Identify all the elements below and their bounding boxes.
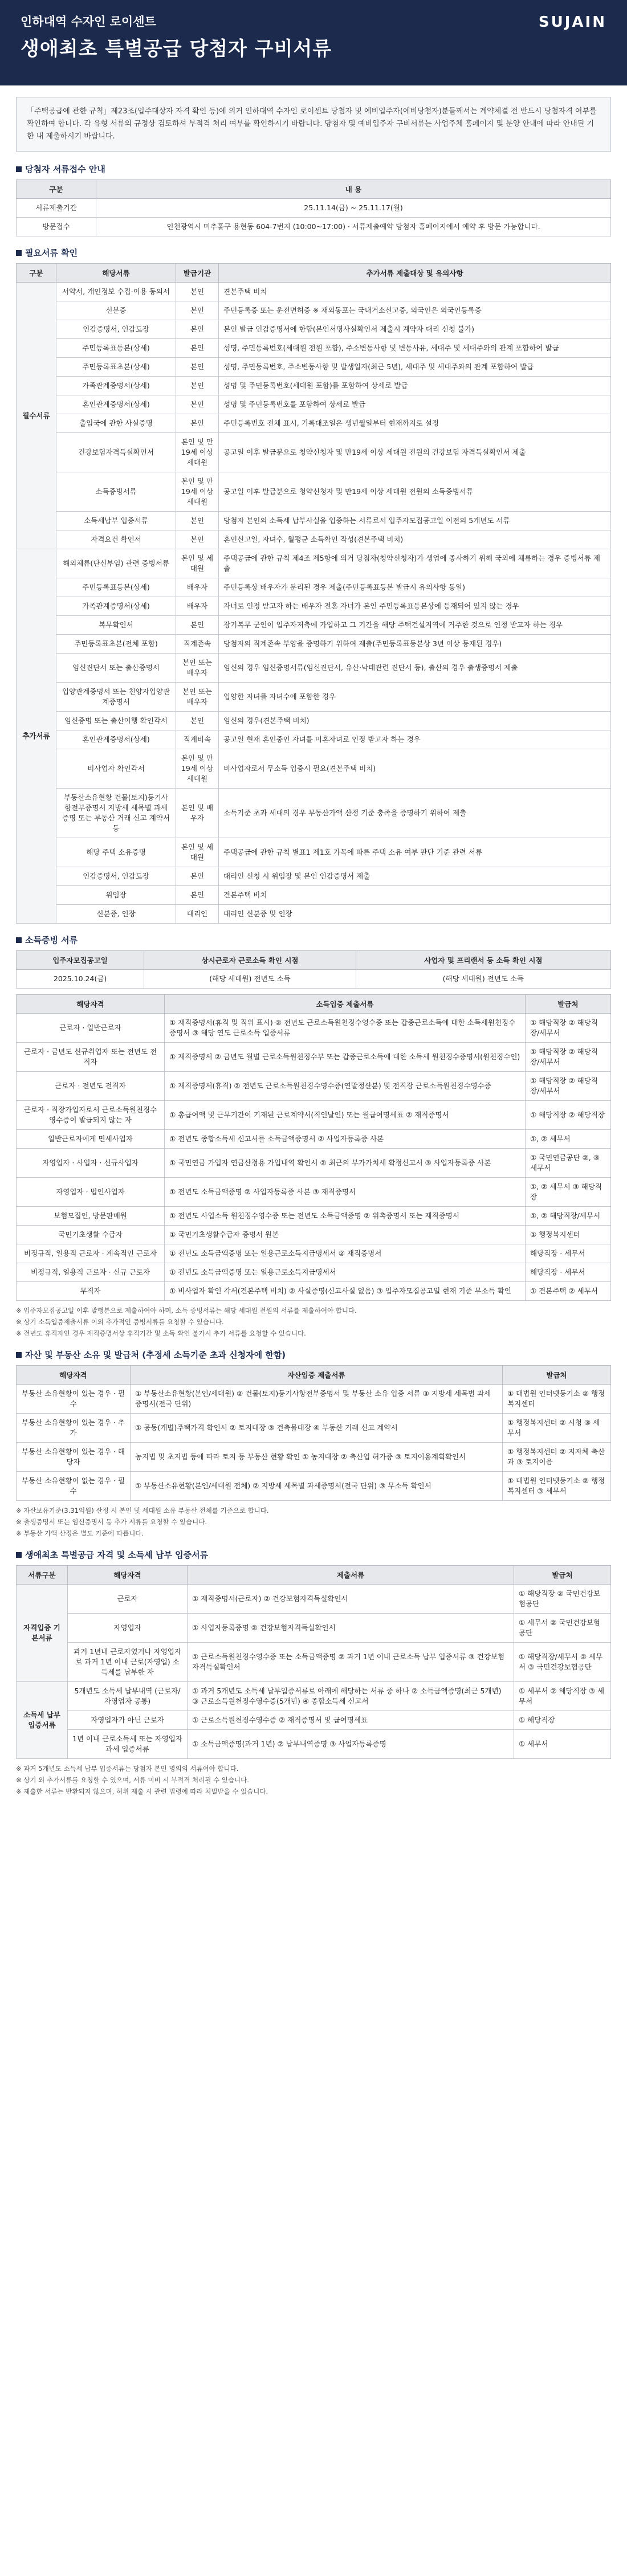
submission-table: 구분 내 용 서류제출기간 25.11.14(금) ~ 25.11.17(월) 방문접수 인천광역시 미추홀구 용현동 604-7번지 (10:00~17:00) · 서류제출예약 당첨자 홈페이지에서 예약 후 방문 가능합니다. <box>16 179 611 236</box>
table-row <box>17 549 611 578</box>
table-cell: 소득기준 초과 세대의 경우 부동산가액 산정 기준 충족을 증명하기 위하여 제출 <box>219 789 611 838</box>
note-line: ※ 부동산 가액 산정은 별도 기준에 따릅니다. <box>16 1529 144 1537</box>
note-line: ※ 제출한 서류는 반환되지 않으며, 허위 제출 시 관련 법령에 따라 처벌받을 수 있습니다. <box>16 1787 268 1795</box>
table-cell: 본인 <box>176 616 219 635</box>
table-cell: ① 사업자등록증명 ② 건강보험자격득실확인서 <box>188 1614 514 1643</box>
section-title-required-docs: 필요서류 확인 <box>16 247 611 259</box>
section-title-submission: 당첨자 서류접수 안내 <box>16 163 611 175</box>
table-cell: ① 재직증명서(휴직 및 직위 표시) ② 전년도 근로소득원천징수영수증 또는 갑종근로소득에 대한 소득세원천징수증명서 ③ 해당 연도 근로소득 입증서류 <box>165 1014 526 1043</box>
table-cell: 가족관계증명서(상세) <box>56 377 176 395</box>
group-label: 자격입증 기본서류 <box>17 1585 68 1682</box>
table-cell: ① 부동산소유현황(본인/세대원 전체) ② 지방세 세목별 과세증명서(전국 단위) ③ 무소득 확인서 <box>131 1472 503 1501</box>
table-cell: ① 소득금액증명(과거 1년) ② 납부내역증명 ③ 사업자등록증명 <box>188 1730 514 1759</box>
table-row <box>17 654 611 683</box>
group-label: 추가서류 <box>17 549 56 924</box>
table-cell: 주택공급에 관한 규칙 제4조 제5항에 의거 당첨자(청약신청자)가 생업에 종사하기 위해 국외에 체류하는 경우 증빙서류 제출 <box>219 549 611 578</box>
table-cell: 본인 <box>176 339 219 358</box>
note-line: ※ 과거 5개년도 소득세 납부 입증서류는 당첨자 본인 명의의 서류여야 합니다. <box>16 1765 239 1773</box>
table-cell: ① 해당직장 ② 해당직장 <box>526 1101 611 1130</box>
table-cell: 자영업자가 아닌 근로자 <box>68 1711 188 1730</box>
table-cell: 신분증, 인장 <box>56 905 176 924</box>
table-row <box>17 283 611 301</box>
table-row <box>17 789 611 838</box>
table-cell: 본인 <box>176 301 219 320</box>
table-cell: ① 전년도 사업소득 원천징수영수증 또는 전년도 소득금액증명 ② 위촉증명서 또는 재직증명서 <box>165 1207 526 1226</box>
table-row <box>17 1149 611 1178</box>
table-cell: 비사업자 확인각서 <box>56 749 176 789</box>
table-cell: 본인 또는 배우자 <box>176 654 219 683</box>
table-cell: ① 해당직장/세무서 ② 세무서 ③ 국민건강보험공단 <box>514 1643 611 1682</box>
table-cell: 직계비속 <box>176 730 219 749</box>
table-row <box>17 472 611 512</box>
table-cell: 부동산소유현황 건물(토지)등기사항전부증명서 지방세 세목별 과세증명 또는 부동산 거래 신고 계약서 등 <box>56 789 176 838</box>
header-subtitle: 인하대역 수자인 로이센트 <box>21 15 156 28</box>
table-row <box>17 512 611 530</box>
table-cell: 서약서, 개인정보 수집·이용 동의서 <box>56 283 176 301</box>
table-cell: 대리인 신청 시 위임장 및 본인 인감증명서 제출 <box>219 867 611 886</box>
note-line: ※ 출생증명서 또는 임신증명서 등 추가 서류를 요청할 수 있습니다. <box>16 1518 207 1526</box>
table-cell: ① 세무서 ② 국민건강보험공단 <box>514 1614 611 1643</box>
table-cell: 인감증명서, 인감도장 <box>56 320 176 339</box>
table-cell: 부동산 소유현황이 있는 경우 · 해당자 <box>17 1443 131 1472</box>
table-cell: 당첨자의 직계존속 부양을 증명하기 위하여 제출(주민등록표등본상 3년 이상 등재된 경우) <box>219 635 611 654</box>
table-row <box>17 1614 611 1643</box>
table-cell: 해당직장 · 세무서 <box>526 1263 611 1282</box>
table-cell: 주민등록상 배우자가 분리된 경우 제출(주민등록표등본 발급시 유의사항 동일) <box>219 578 611 597</box>
table-row <box>17 1730 611 1759</box>
table-row <box>17 358 611 377</box>
table-cell: ①, ② 세무서 <box>526 1130 611 1149</box>
section-title-income-docs: 소득증빙 서류 <box>16 934 611 946</box>
table-cell: 본인 <box>176 358 219 377</box>
asset-docs-table: 해당자격 자산입증 제출서류 발급처 부동산 소유현황이 있는 경우 · 필수 ① 부동산소유현황(본인/세대원) ② 건물(토지)등기사항전부증명서 및 부동산 소유 입증 서류 ③ 지방세 세목별 과세증명서(전국 단위) ① 대법원 인터넷등기소 ② 행정복지센터 부동산 소유현황이 있는 경우 · 추가 ① 공동(개별)주택가격 확인서 ② 토지대장 ③ 건축물대장 ④ 부동산 거래 신고 계약서 ① 행정복지센터 ② 시청 ③ 세무서 부동산 소유현황이 있는 경우 · 해당자 농지법 및 초지법 등에 따라 토지 등 부동산 현황 확인 ① 농지대장 ② 축산업 허가증 ③ 토지이용계획확인서 ① 행정복지센터 ② 지자체 축산과 ③ 토지이음 부동산 소유현황이 없는 경우 · 필수 ① 부동산소유현황(본인/세대원 전체) ② 지방세 세목별 과세증명서(전국 단위) ③ 무소득 확인서 ① 대법원 인터넷등기소 ② 행정복지센터 ③ 세무서 <box>16 1365 611 1501</box>
table-cell: 견본주택 비치 <box>219 283 611 301</box>
note-line: ※ 전년도 휴직자인 경우 재직증명서상 휴직기간 및 소득 확인 불가시 추가 서류를 요청할 수 있습니다. <box>16 1329 306 1337</box>
table-cell: ① 행정복지센터 ② 지자체 축산과 ③ 토지이음 <box>503 1443 611 1472</box>
table-row <box>17 1385 611 1414</box>
table-row <box>17 414 611 433</box>
section-title-first-time-docs: 생애최초 특별공급 자격 및 소득세 납부 입증서류 <box>16 1549 611 1561</box>
table-cell: 임신의 경우(견본주택 비치) <box>219 712 611 730</box>
table-cell: 과거 1년내 근로자였거나 자영업자로 과거 1년 이내 근로(자영업) 소득세를 납부한 자 <box>68 1643 188 1682</box>
section-title-asset-docs: 자산 및 부동산 소유 및 발급처 (추정세 소득기준 초과 신청자에 한함) <box>16 1349 611 1361</box>
table-row <box>17 1711 611 1730</box>
table-cell: 보험모집인, 방문판매원 <box>17 1207 165 1226</box>
table-row <box>17 530 611 549</box>
table-cell: ① 전년도 종합소득세 신고서를 소득금액증명서 ② 사업자등록증 사본 <box>165 1130 526 1149</box>
table-cell: ① 근로소득원천징수영수증 또는 소득금액증명 ② 과거 1년 이내 근로소득 납부 입증서류 ③ 건강보험자격득실확인서 <box>188 1643 514 1682</box>
table-cell: 농지법 및 초지법 등에 따라 토지 등 부동산 현황 확인 ① 농지대장 ② 축산업 허가증 ③ 토지이용계획확인서 <box>131 1443 503 1472</box>
table-cell: 비정규직, 일용직 근로자 · 계속적인 근로자 <box>17 1244 165 1263</box>
table-row <box>17 1414 611 1443</box>
table-cell: ① 국민연금 가입자 연금산정용 가입내역 확인서 ② 최근의 부가가치세 확정신고서 ③ 사업자등록증 사본 <box>165 1149 526 1178</box>
table-cell: 본인 <box>176 712 219 730</box>
table-row <box>17 433 611 472</box>
income-notes <box>16 1305 611 1338</box>
table-row <box>17 1643 611 1682</box>
table-cell: 본인 <box>176 886 219 905</box>
table-cell: ① 전년도 소득금액증명 또는 일용근로소득지급명세서 <box>165 1263 526 1282</box>
table-row <box>17 616 611 635</box>
note-line: ※ 상기 외 추가서류를 요청할 수 있으며, 서류 미비 시 부적격 처리될 수 있습니다. <box>16 1776 249 1784</box>
table-row <box>17 1178 611 1207</box>
table-cell: 공고일 현재 혼인중인 자녀를 미혼자녀로 인정 받고자 하는 경우 <box>219 730 611 749</box>
table-cell: 1년 이내 근로소득세 또는 자영업자 과세 입증서류 <box>68 1730 188 1759</box>
table-row <box>17 1282 611 1301</box>
table-cell: ① 해당직장 ② 국민건강보험공단 <box>514 1585 611 1614</box>
table-row <box>17 597 611 616</box>
table-cell: 성명 및 주민등록번호(세대원 포함)를 포함하여 상세로 발급 <box>219 377 611 395</box>
table-cell: 무직자 <box>17 1282 165 1301</box>
table-cell: 본인 <box>176 414 219 433</box>
table-cell: 신분증 <box>56 301 176 320</box>
table-cell: 본인 및 배우자 <box>176 789 219 838</box>
table-row <box>17 886 611 905</box>
table-cell: ① 총급여액 및 근무기간이 기재된 근로계약서(직인날인) 또는 월급여명세표 ② 재직증명서 <box>165 1101 526 1130</box>
table-cell: 일반근로자에게 면세사업자 <box>17 1130 165 1149</box>
table-cell: 자영업자 <box>68 1614 188 1643</box>
table-cell: 근로자 <box>68 1585 188 1614</box>
table-row <box>17 1101 611 1130</box>
table-cell: 부동산 소유현황이 없는 경우 · 필수 <box>17 1472 131 1501</box>
table-cell: 근로자 · 금년도 신규취업자 또는 전년도 전직자 <box>17 1043 165 1072</box>
asset-notes <box>16 1505 611 1538</box>
note-line: ※ 상기 소득입증제출서류 이외 추가적인 증빙서류를 요청할 수 있습니다. <box>16 1318 224 1326</box>
table-cell: 본인 발급 인감증명서에 한함(본인서명사실확인서 제출시 계약자 대리 신청 불가) <box>219 320 611 339</box>
table-cell: 공고일 이후 발급분으로 청약신청자 및 만19세 이상 세대원 전원의 건강보험 자격득실확인서 제출 <box>219 433 611 472</box>
table-row <box>17 1207 611 1226</box>
table-cell: 부동산 소유현황이 있는 경우 · 필수 <box>17 1385 131 1414</box>
table-cell: 성명 및 주민등록번호를 포함하여 상세로 발급 <box>219 395 611 414</box>
table-cell: 본인 및 만19세 이상 세대원 <box>176 433 219 472</box>
table-cell: ① 세무서 <box>514 1730 611 1759</box>
table-cell: 성명, 주민등록번호(세대원 전원 포함), 주소변동사항 및 변동사유, 세대주 및 세대주와의 관계 포함하여 발급 <box>219 339 611 358</box>
table-cell: 주민등록표등본(상세) <box>56 339 176 358</box>
first-time-notes <box>16 1763 611 1797</box>
table-cell: 주민등록증 또는 운전면허증 ※ 재외동포는 국내거소신고증, 외국인은 외국인등록증 <box>219 301 611 320</box>
table-cell: 인감증명서, 인감도장 <box>56 867 176 886</box>
table-cell: 가족관계증명서(상세) <box>56 597 176 616</box>
table-row <box>17 1226 611 1244</box>
table-row <box>17 395 611 414</box>
table-cell: 본인 <box>176 530 219 549</box>
table-cell: 당첨자 본인의 소득세 납부사실을 입증하는 서류로서 입주자모집공고일 이전의 5개년도 서류 <box>219 512 611 530</box>
table-cell: 성명, 주민등록번호, 주소변동사항 및 발생일자(최근 5년), 세대주 및 세대주와의 관계 포함하여 발급 <box>219 358 611 377</box>
table-cell: 자영업자 · 법인사업자 <box>17 1178 165 1207</box>
table-cell: 본인 <box>176 512 219 530</box>
table-row <box>17 749 611 789</box>
table-cell: 소득증빙서류 <box>56 472 176 512</box>
table-cell: ① 과거 5개년도 소득세 납부입증서류로 아래에 해당하는 서류 중 하나 ② 소득금액증명(최근 5개년) ③ 근로소득원천징수영수증(5개년) ④ 종합소득세 신고서 <box>188 1682 514 1711</box>
table-cell: ① 행정복지센터 ② 시청 ③ 세무서 <box>503 1414 611 1443</box>
table-cell: 근로자 · 전년도 전직자 <box>17 1072 165 1101</box>
table-cell: 혼인관계증명서(상세) <box>56 395 176 414</box>
table-cell: ① 공동(개별)주택가격 확인서 ② 토지대장 ③ 건축물대장 ④ 부동산 거래 신고 계약서 <box>131 1414 503 1443</box>
table-row <box>17 377 611 395</box>
table-cell: ① 재직증명서 ② 금년도 월별 근로소득원천징수부 또는 갑종근로소득에 대한 소득세 원천징수증명서(원천징수인) <box>165 1043 526 1072</box>
table-cell: 위임장 <box>56 886 176 905</box>
table-row <box>17 1472 611 1501</box>
group-label: 소득세 납부 입증서류 <box>17 1682 68 1759</box>
table-row <box>17 1014 611 1043</box>
table-row <box>17 339 611 358</box>
table-cell: ①, ② 해당직장/세무서 <box>526 1207 611 1226</box>
income-period-table: 입주자모집공고일 상시근로자 근로소득 확인 시점 사업자 및 프리랜서 등 소득 확인 시점 2025.10.24(금) (해당 세대원) 전년도 소득 (해당 세대원) 전년도 소득 <box>16 950 611 989</box>
table-cell: 주민등록표초본(상세) <box>56 358 176 377</box>
table-cell: 본인 <box>176 867 219 886</box>
table-cell: 국민기초생활 수급자 <box>17 1226 165 1244</box>
table-cell: 주민등록표초본(전체 포함) <box>56 635 176 654</box>
table-cell: 혼인신고일, 자녀수, 월평균 소득확인 작성(견본주택 비치) <box>219 530 611 549</box>
table-cell: 입양한 자녀를 자녀수에 포함한 경우 <box>219 683 611 712</box>
table-cell: 임신의 경우 임신증명서류(임신진단서, 유산·낙태관련 진단서 등), 출산의 경우 출생증명서 제출 <box>219 654 611 683</box>
table-cell: ① 견본주택 ② 세무서 <box>526 1282 611 1301</box>
table-row <box>17 301 611 320</box>
table-cell: 본인 및 세대원 <box>176 838 219 867</box>
table-cell: 주택공급에 관한 규칙 별표1 제1호 가목에 따른 주택 소유 여부 판단 기준 관련 서류 <box>219 838 611 867</box>
table-row <box>17 1244 611 1263</box>
page-title: 생애최초 특별공급 당첨자 구비서류 <box>21 38 332 60</box>
table-cell: ①, ② 세무서 ③ 해당직장 <box>526 1178 611 1207</box>
table-row <box>17 1072 611 1101</box>
table-row <box>17 1682 611 1711</box>
table-cell: ① 대법원 인터넷등기소 ② 행정복지센터 ③ 세무서 <box>503 1472 611 1501</box>
table-cell: ① 재직증명서(근로자) ② 건강보험자격득실확인서 <box>188 1585 514 1614</box>
table-cell: ① 전년도 소득금액증명 ② 사업자등록증 사본 ③ 재직증명서 <box>165 1178 526 1207</box>
table-cell: 직계존속 <box>176 635 219 654</box>
table-cell: 해당 주택 소유증명 <box>56 838 176 867</box>
table-cell: 본인 <box>176 395 219 414</box>
required-docs-table: 구분 해당서류 발급기관 추가서류 제출대상 및 유의사항 필수서류 서약서, 개인정보 수집·이용 동의서 본인 견본주택 비치 신분증 본인 주민등록증 또는 운전면허증 ※ 재외동포는 국내거소신고증, 외국인은 외국인등록증 인감증명서, 인감도장 본인 본인 발급 인감증명서에 한함(본인서명사실확인서 제출시 계약자 대리 신청 불가) 주민등록표등본(상세) 본인 성명, 주민등록번호(세대원 전원 포함), 주소변동사항 및 변동사유, 세대주 및 세대주와의 관계 포함하여 발급 주민등록표초본(상세) 본인 성명, 주민등록번호, 주소변동사항 및 발생일자(최근 5년), 세대주 및 세대주와의 관계 포함하여 발급 가족관계증명서(상세) 본인 성명 및 주민등록번호(세대원 포함)를 포함하여 상세로 발급 혼인관계증명서(상세) 본인 성명 및 주민등록번호를 포함하여 상세로 발급 출입국에 관한 사실증명 본인 주민등록번호 전체 표시, 기록대조일은 생년월일부터 현재까지로 설정 건강보험자격득실확인서 본인 및 만19세 이상 세대원 공고일 이후 발급분으로 청약신청자 및 만19세 이상 세대원 전원의 건강보험 자격득실확인서 제출 소득증빙서류 본인 및 만19세 이상 세대원 공고일 이후 발급분으로 청약신청자 및 만19세 이상 세대원 전원의 소득증빙서류 소득세납부 입증서류 본인 당첨자 본인의 소득세 납부사실을 입증하는 서류로서 입주자모집공고일 이전의 5개년도 서류 자격요건 확인서 본인 혼인신고일, 자녀수, 월평균 소득확인 작성(견본주택 비치) 추가서류 해외체류(단신부임) 관련 증빙서류 본인 및 세대원 주택공급에 관한 규칙 제4조 제5항에 의거 당첨자(청약신청자)가 생업에 종사하기 위해 국외에 체류하는 경우 증빙서류 제출 주민등록표등본(상세) 배우자 주민등록상 배우자가 분리된 경우 제출(주민등록표등본 발급시 유의사항 동일) 가족관계증명서(상세) 배우자 자녀로 인정 받고자 하는 배우자 전혼 자녀가 본인 주민등록표등본상에 등재되어 있지 않는 경우 복무확인서 본인 장기복무 군인이 입주자저축에 가입하고 그 기간을 해당 주택건설지역에 거주한 것으로 인정 받고자 하는 경우 주민등록표초본(전체 포함) 직계존속 당첨자의 직계존속 부양을 증명하기 위하여 제출(주민등록표등본상 3년 이상 등재된 경우) 임신진단서 또는 출산증명서 본인 또는 배우자 임신의 경우 임신증명서류(임신진단서, 유산·낙태관련 진단서 등), 출산의 경우 출생증명서 제출 입양관계증명서 또는 친양자입양관계증명서 본인 또는 배우자 입양한 자녀를 자녀수에 포함한 경우 임신증명 또는 출산이행 확인각서 본인 임신의 경우(견본주택 비치) 혼인관계증명서(상세) 직계비속 공고일 현재 혼인중인 자녀를 미혼자녀로 인정 받고자 하는 경우 비사업자 확인각서 본인 및 만19세 이상 세대원 비사업자로서 무소득 입증시 필요(견본주택 비치) 부동산소유현황 건물(토지)등기사항전부증명서 지방세 세목별 과세증명 또는 부동산 거래 신고 계약서 등 본인 및 배우자 소득기준 초과 세대의 경우 부동산가액 산정 기준 충족을 증명하기 위하여 제출 해당 주택 소유증명 본인 및 세대원 주택공급에 관한 규칙 별표1 제1호 가목에 따른 주택 소유 여부 판단 기준 관련 서류 인감증명서, 인감도장 본인 대리인 신청 시 위임장 및 본인 인감증명서 제출 위임장 본인 견본주택 비치 신분증, 인장 대리인 대리인 신분증 및 인장 <box>16 263 611 924</box>
table-cell: 자격요건 확인서 <box>56 530 176 549</box>
table-cell: 대리인 신분증 및 인장 <box>219 905 611 924</box>
table-cell: ① 재직증명서(휴직) ② 전년도 근로소득원천징수영수증(연말정산분) 및 전직장 근로소득원천징수영수증 <box>165 1072 526 1101</box>
table-cell: 주민등록표등본(상세) <box>56 578 176 597</box>
table-cell: 본인 또는 배우자 <box>176 683 219 712</box>
table-cell: ① 전년도 소득금액증명 또는 일용근로소득지급명세서 ② 재직증명서 <box>165 1244 526 1263</box>
table-cell: ① 근로소득원천징수영수증 ② 재직증명서 및 급여명세표 <box>188 1711 514 1730</box>
table-cell: ① 국민연금공단 ②, ③ 세무서 <box>526 1149 611 1178</box>
table-cell: 건강보험자격득실확인서 <box>56 433 176 472</box>
table-cell: 근로자 · 일반근로자 <box>17 1014 165 1043</box>
table-cell: 부동산 소유현황이 있는 경우 · 추가 <box>17 1414 131 1443</box>
table-cell: 장기복무 군인이 입주자저축에 가입하고 그 기간을 해당 주택건설지역에 거주한 것으로 인정 받고자 하는 경우 <box>219 616 611 635</box>
table-row <box>17 867 611 886</box>
first-time-docs-table: 서류구분 해당자격 제출서류 발급처 자격입증 기본서류 근로자 ① 재직증명서(근로자) ② 건강보험자격득실확인서 ① 해당직장 ② 국민건강보험공단 자영업자 ① 사업자등록증명 ② 건강보험자격득실확인서 ① 세무서 ② 국민건강보험공단 과거 1년내 근로자였거나 자영업자로 과거 1년 이내 근로(자영업) 소득세를 납부한 자 ① 근로소득원천징수영수증 또는 소득금액증명 ② 과거 1년 이내 근로소득 납부 입증서류 ③ 건강보험자격득실확인서 ① 해당직장/세무서 ② 세무서 ③ 국민건강보험공단 소득세 납부 입증서류 5개년도 소득세 납부내역 (근로자/자영업자 공통) ① 과거 5개년도 소득세 납부입증서류로 아래에 해당하는 서류 중 하나 ② 소득금액증명(최근 5개년) ③ 근로소득원천징수영수증(5개년) ④ 종합소득세 신고서 ① 세무서 ② 해당직장 ③ 세무서 자영업자가 아닌 근로자 ① 근로소득원천징수영수증 ② 재직증명서 및 급여명세표 ① 해당직장 1년 이내 근로소득세 또는 자영업자 과세 입증서류 ① 소득금액증명(과거 1년) ② 납부내역증명 ③ 사업자등록증명 ① 세무서 <box>16 1565 611 1759</box>
table-row <box>17 1263 611 1282</box>
table-cell: 본인 <box>176 377 219 395</box>
group-label: 필수서류 <box>17 283 56 549</box>
table-row <box>17 730 611 749</box>
table-cell: ① 해당직장 ② 해당직장/세무서 <box>526 1043 611 1072</box>
income-docs-table: 해당자격 소득입증 제출서류 발급처 근로자 · 일반근로자 ① 재직증명서(휴직 및 직위 표시) ② 전년도 근로소득원천징수영수증 또는 갑종근로소득에 대한 소득세원천징수증명서 ③ 해당 연도 근로소득 입증서류 ① 해당직장 ② 해당직장/세무서 근로자 · 금년도 신규취업자 또는 전년도 전직자 ① 재직증명서 ② 금년도 월별 근로소득원천징수부 또는 갑종근로소득에 대한 소득세 원천징수증명서(원천징수인) ① 해당직장 ② 해당직장/세무서 근로자 · 전년도 전직자 ① 재직증명서(휴직) ② 전년도 근로소득원천징수영수증(연말정산분) 및 전직장 근로소득원천징수영수증 ① 해당직장 ② 해당직장/세무서 근로자 · 직장가입자로서 근로소득원천징수영수증이 발급되지 않는 자 ① 총급여액 및 근무기간이 기재된 근로계약서(직인날인) 또는 월급여명세표 ② 재직증명서 ① 해당직장 ② 해당직장 일반근로자에게 면세사업자 ① 전년도 종합소득세 신고서를 소득금액증명서 ② 사업자등록증 사본 ①, ② 세무서 자영업자 · 사업자 · 신규사업자 ① 국민연금 가입자 연금산정용 가입내역 확인서 ② 최근의 부가가치세 확정신고서 ③ 사업자등록증 사본 ① 국민연금공단 ②, ③ 세무서 자영업자 · 법인사업자 ① 전년도 소득금액증명 ② 사업자등록증 사본 ③ 재직증명서 ①, ② 세무서 ③ 해당직장 보험모집인, 방문판매원 ① 전년도 사업소득 원천징수영수증 또는 전년도 소득금액증명 ② 위촉증명서 또는 재직증명서 ①, ② 해당직장/세무서 국민기초생활 수급자 ① 국민기초생활수급자 증명서 원본 ① 행정복지센터 비정규직, 일용직 근로자 · 계속적인 근로자 ① 전년도 소득금액증명 또는 일용근로소득지급명세서 ② 재직증명서 해당직장 · 세무서 비정규직, 일용직 근로자 · 신규 근로자 ① 전년도 소득금액증명 또는 일용근로소득지급명세서 해당직장 · 세무서 무직자 ① 비사업자 확인 각서(견본주택 비치) ② 사실증명(신고사실 없음) ③ 입주자모집공고일 현재 기준 무소득 확인 ① 견본주택 ② 세무서 <box>16 994 611 1301</box>
table-row <box>17 1443 611 1472</box>
table-cell: 소득세납부 입증서류 <box>56 512 176 530</box>
table-row <box>17 905 611 924</box>
table-cell: 비사업자로서 무소득 입증시 필요(견본주택 비치) <box>219 749 611 789</box>
content <box>0 85 627 1797</box>
table-cell: ① 해당직장 ② 해당직장/세무서 <box>526 1014 611 1043</box>
table-cell: 입양관계증명서 또는 친양자입양관계증명서 <box>56 683 176 712</box>
table-cell: 본인 및 만19세 이상 세대원 <box>176 472 219 512</box>
table-cell: 자녀로 인정 받고자 하는 배우자 전혼 자녀가 본인 주민등록표등본상에 등재되어 있지 않는 경우 <box>219 597 611 616</box>
table-cell: 본인 <box>176 283 219 301</box>
table-cell: ① 대법원 인터넷등기소 ② 행정복지센터 <box>503 1385 611 1414</box>
table-cell: 본인 및 세대원 <box>176 549 219 578</box>
note-line: ※ 입주자모집공고일 이후 발행분으로 제출하여야 하며, 소득 증빙서류는 해당 세대원 전원의 서류를 제출하여야 합니다. <box>16 1307 357 1314</box>
table-row <box>17 635 611 654</box>
table-row <box>17 320 611 339</box>
table-cell: 주민등록번호 전체 표시, 기록대조일은 생년월일부터 현재까지로 설정 <box>219 414 611 433</box>
table-cell: 공고일 이후 발급분으로 청약신청자 및 만19세 이상 세대원 전원의 소득증빙서류 <box>219 472 611 512</box>
table-cell: ① 해당직장 <box>514 1711 611 1730</box>
table-cell: ① 행정복지센터 <box>526 1226 611 1244</box>
table-cell: 자영업자 · 사업자 · 신규사업자 <box>17 1149 165 1178</box>
intro-notice: 「주택공급에 관한 규칙」제23조(입주대상자 자격 확인 등)에 의거 인하대역 수자인 로이센트 당첨자 및 예비입주자(예비당첨자)분들께서는 계약체결 전 반드시 당첨자격 여부를 확인하여 합니다. 각 유형 서류의 규정상 검토하셔 부적격 처리 여부를 확인하시기 바랍니다. 당첨자 및 예비입주자 구비서류는 사업주체 홈페이지 및 분양 안내에 따라 안내된 기한 내 제출하시기 바랍니다. <box>16 97 611 152</box>
table-cell: ① 국민기초생활수급자 증명서 원본 <box>165 1226 526 1244</box>
brand-logo: SUJAIN <box>538 14 606 31</box>
table-cell: 배우자 <box>176 597 219 616</box>
table-cell: 본인 <box>176 320 219 339</box>
table-cell: 5개년도 소득세 납부내역 (근로자/자영업자 공통) <box>68 1682 188 1711</box>
table-cell: 대리인 <box>176 905 219 924</box>
table-cell: ① 해당직장 ② 해당직장/세무서 <box>526 1072 611 1101</box>
table-cell: 임신증명 또는 출산이행 확인각서 <box>56 712 176 730</box>
table-cell: 해외체류(단신부임) 관련 증빙서류 <box>56 549 176 578</box>
table-row <box>17 712 611 730</box>
note-line: ※ 자산보유기준(3.31억원) 산정 시 본인 및 세대원 소유 부동산 전체를 기준으로 합니다. <box>16 1507 269 1514</box>
table-cell: 출입국에 관한 사실증명 <box>56 414 176 433</box>
table-cell: ① 세무서 ② 해당직장 ③ 세무서 <box>514 1682 611 1711</box>
table-row <box>17 578 611 597</box>
table-row <box>17 1130 611 1149</box>
table-cell: 임신진단서 또는 출산증명서 <box>56 654 176 683</box>
table-cell: 배우자 <box>176 578 219 597</box>
table-cell: 비정규직, 일용직 근로자 · 신규 근로자 <box>17 1263 165 1282</box>
table-cell: 해당직장 · 세무서 <box>526 1244 611 1263</box>
table-cell: 혼인관계증명서(상세) <box>56 730 176 749</box>
table-cell: 복무확인서 <box>56 616 176 635</box>
table-cell: 본인 및 만19세 이상 세대원 <box>176 749 219 789</box>
table-row <box>17 1043 611 1072</box>
table-cell: 견본주택 비치 <box>219 886 611 905</box>
table-cell: 근로자 · 직장가입자로서 근로소득원천징수영수증이 발급되지 않는 자 <box>17 1101 165 1130</box>
table-row <box>17 1585 611 1614</box>
table-row <box>17 838 611 867</box>
page-header <box>0 0 627 85</box>
table-cell: ① 비사업자 확인 각서(견본주택 비치) ② 사실증명(신고사실 없음) ③ 입주자모집공고일 현재 기준 무소득 확인 <box>165 1282 526 1301</box>
table-row <box>17 683 611 712</box>
table-cell: ① 부동산소유현황(본인/세대원) ② 건물(토지)등기사항전부증명서 및 부동산 소유 입증 서류 ③ 지방세 세목별 과세증명서(전국 단위) <box>131 1385 503 1414</box>
